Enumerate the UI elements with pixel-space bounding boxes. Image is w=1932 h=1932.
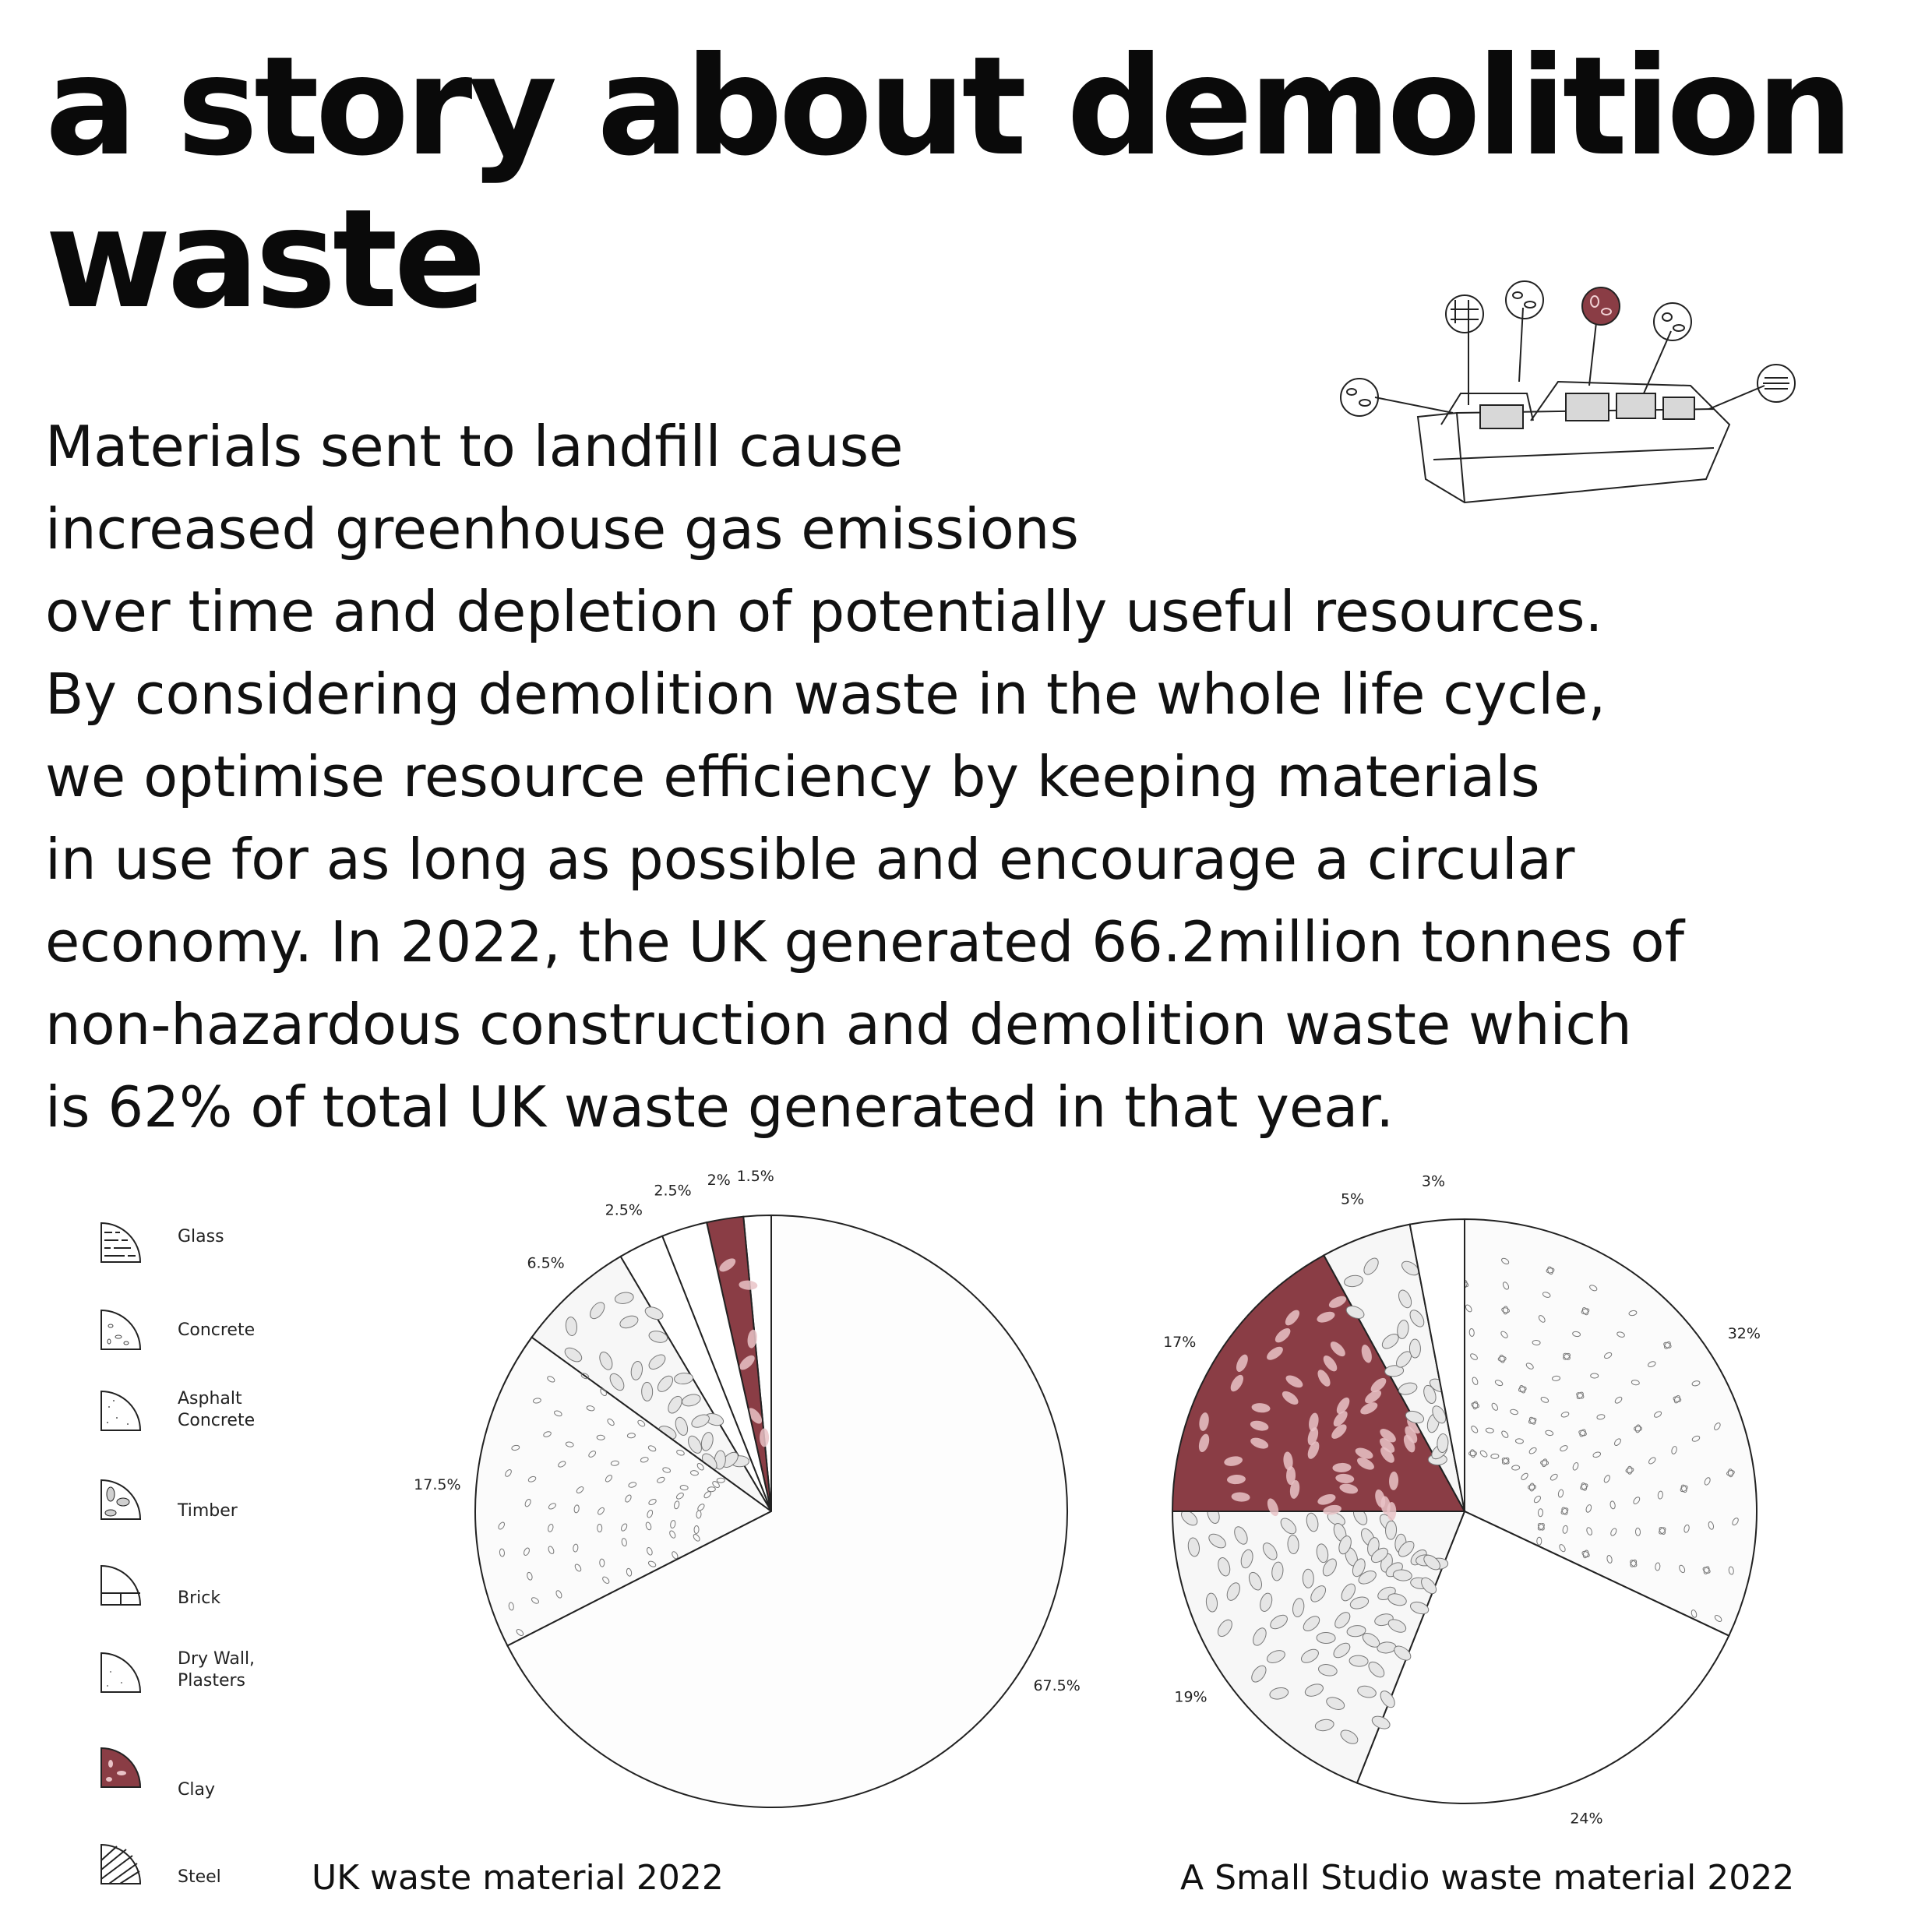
paragraph-line: By considering demolition waste in the whole life cycle, <box>45 661 1606 727</box>
legend-label-asphalt-line2: Concrete <box>178 1411 256 1430</box>
pie-label-brick: 2.5% <box>605 1201 643 1219</box>
legend-label-drywall-line1: Dry Wall, <box>178 1649 256 1669</box>
uk-waste-pie-chart <box>414 1167 1137 1877</box>
legend-item-dry-wall <box>93 1645 312 1692</box>
pie-label-steel: 1.5% <box>736 1167 774 1185</box>
pie-label-clay: 2% <box>707 1171 731 1189</box>
pie-label-brick: 24% <box>1570 1810 1603 1828</box>
timber-texture-mark <box>1317 1632 1335 1643</box>
clay-texture-mark <box>760 1428 769 1447</box>
steel-swatch-icon <box>93 1837 148 1891</box>
timber-texture-mark <box>1385 1521 1397 1539</box>
legend-item-steel <box>93 1837 312 1887</box>
glass-swatch-icon <box>93 1215 148 1270</box>
paragraph-line: is 62% of total UK waste generated in that year. <box>45 1074 1394 1140</box>
studio-pie-caption: A Small Studio waste material 2022 <box>1180 1858 1795 1898</box>
legend-label-clay: Clay <box>178 1780 215 1800</box>
uk-pie-caption: UK waste material 2022 <box>312 1858 724 1898</box>
pie-label-timber: 6.5% <box>527 1254 565 1272</box>
paragraph-line: economy. In 2022, the UK generated 66.2million tonnes of <box>45 909 1684 975</box>
timber-texture-mark <box>1303 1569 1313 1588</box>
pie-label-concrete: 17.5% <box>414 1475 461 1493</box>
legend-item-clay <box>93 1740 312 1800</box>
timber-texture-mark <box>641 1382 652 1401</box>
pie-label-glass: 3% <box>1421 1172 1446 1190</box>
legend-label-timber: Timber <box>178 1501 238 1521</box>
clay-swatch-icon <box>93 1740 148 1795</box>
legend-label-concrete: Concrete <box>178 1320 256 1340</box>
skip-bin-illustration <box>1324 277 1823 549</box>
brick-swatch-icon <box>93 1558 148 1613</box>
legend-item-brick <box>93 1558 312 1608</box>
paragraph-line: Materials sent to landfill cause <box>45 414 904 479</box>
pie-label-timber: 5% <box>1340 1190 1365 1208</box>
legend-label-asphalt-line1: Asphalt <box>178 1389 242 1408</box>
pie-label-dry-wall-plasters: 2.5% <box>654 1182 692 1200</box>
pie-label-asphalt-concrete: 67.5% <box>1033 1677 1081 1695</box>
dry-wall-swatch-icon <box>93 1645 148 1700</box>
timber-swatch-icon <box>93 1472 148 1527</box>
concrete-swatch-icon <box>93 1303 148 1357</box>
legend-label-brick: Brick <box>178 1588 221 1608</box>
paragraph-line: increased greenhouse gas emissions <box>45 496 1079 562</box>
legend-item-timber <box>93 1472 312 1519</box>
legend-label-glass: Glass <box>178 1227 224 1246</box>
timber-texture-mark <box>1409 1339 1420 1358</box>
pie-label-concrete: 32% <box>1727 1324 1761 1342</box>
paragraph-line: non-hazardous construction and demolition waste which <box>45 992 1632 1057</box>
page-title: a story about demolition waste <box>45 28 1850 339</box>
legend-item-asphalt-concrete <box>93 1384 312 1430</box>
paragraph-line: over time and depletion of potentially useful resources. <box>45 579 1603 644</box>
paragraph-line: we optimise resource efficiency by keeping materials <box>45 744 1540 809</box>
studio-waste-pie-chart <box>1137 1172 1823 1877</box>
legend-label-drywall-line2: Plasters <box>178 1671 245 1690</box>
asphalt-concrete-swatch-icon <box>93 1384 148 1438</box>
legend-item-concrete <box>93 1303 312 1349</box>
legend-item-glass <box>93 1215 312 1262</box>
legend-label-steel: Steel <box>178 1867 221 1887</box>
paragraph-line: in use for as long as possible and encourage a circular <box>45 827 1575 892</box>
pie-label-clay: 17% <box>1163 1334 1197 1352</box>
pie-label-timber: 19% <box>1174 1688 1208 1706</box>
